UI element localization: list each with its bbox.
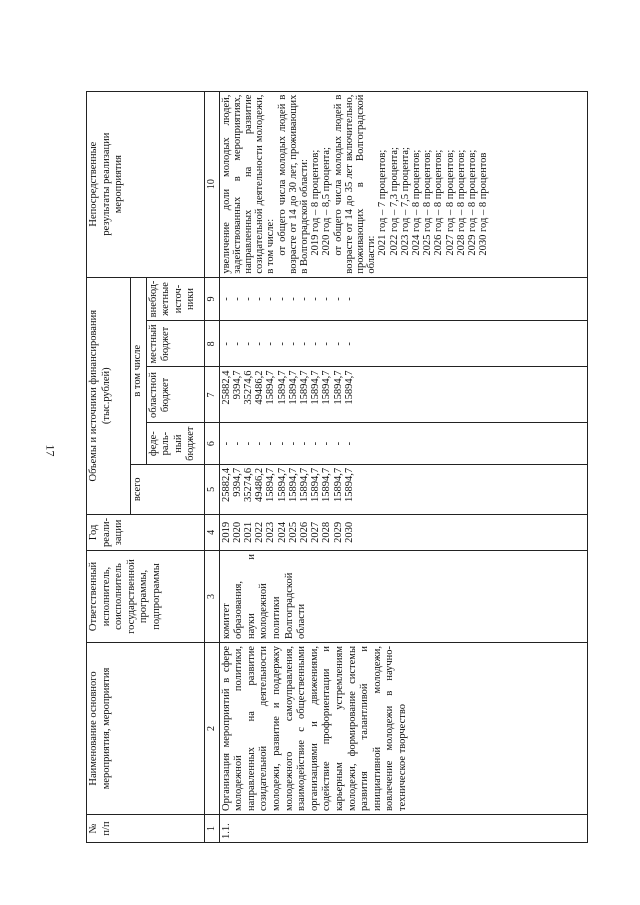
- local-cell: -: [287, 342, 299, 346]
- page-number: 17: [43, 444, 58, 457]
- regional-cell: 15894,7: [332, 370, 344, 405]
- total-cell: 15894,7: [287, 467, 299, 502]
- results-item: 2029 год – 8 процентов;: [467, 149, 479, 256]
- local-cell: -: [231, 342, 243, 346]
- total-cell: 15894,7: [310, 467, 322, 502]
- federal-cell: -: [332, 441, 344, 446]
- local-cell: -: [310, 342, 322, 346]
- extra-cell: -: [254, 297, 266, 301]
- local-cell: -: [254, 342, 266, 346]
- results-part2: от общего числа молодых людей в возрасте от 14 до 35 лет включительно, проживающих в Волгоградской области:: [332, 94, 378, 274]
- results-item: 2028 год – 8 процентов;: [455, 149, 467, 256]
- federal-cell: -: [343, 441, 355, 446]
- total-cell: 9394,7: [231, 467, 243, 497]
- extra-cell: -: [321, 297, 333, 301]
- event-name: Организация мероприятий в сфере молодежной политики, направленных на развитие созидательной деятельности молодежи, развитие и поддержку молодежного самоуправления, взаимодействие с общественными организациями и движениями, содействие профориентации и карьерным устремлениям молодежи, формирование системы развития талантливой и инициативной молодежи, вовлечение молодежи в научно-техническое творчество: [219, 643, 587, 815]
- results-item: 2023 год – 7,5 процента;: [399, 147, 411, 256]
- executor-name: комитет образования, науки и молодежной политики Волгоградской области: [219, 551, 587, 643]
- year-cell: 2026: [299, 521, 311, 543]
- federal-cell: -: [254, 441, 266, 446]
- regional-cell: 35274,6: [243, 370, 254, 405]
- header-executor: Ответственный исполнитель, соисполнитель государственной программы, подпрограммы: [87, 551, 205, 643]
- header-including: в том числе: [131, 277, 147, 464]
- extra-cell: -: [332, 297, 344, 301]
- row-number: 1.1.: [219, 815, 587, 843]
- federal-cell: -: [276, 441, 288, 446]
- column-number: 6: [204, 423, 219, 464]
- results-item: 2019 год – 8 процентов;: [310, 149, 322, 256]
- federal-cell: -: [321, 441, 333, 446]
- column-number: 3: [204, 551, 219, 643]
- column-number: 9: [204, 277, 219, 321]
- column-number: 7: [204, 367, 219, 423]
- year-cell: 2022: [254, 521, 266, 543]
- column-number: 1: [204, 815, 219, 843]
- years-list: [219, 514, 587, 550]
- year-cell: 2027: [310, 521, 322, 543]
- header-volumes: Объемы и источники финансирования (тыс.рублей): [87, 277, 131, 514]
- extra-cell: -: [276, 297, 288, 301]
- total-list: [219, 464, 587, 514]
- results-cell: [219, 91, 587, 277]
- local-cell: -: [220, 342, 232, 346]
- extra-cell: -: [265, 297, 277, 301]
- local-cell: -: [332, 342, 344, 346]
- extra-cell: -: [299, 297, 311, 301]
- local-cell: -: [343, 342, 355, 346]
- total-cell: 25882,4: [220, 467, 232, 502]
- extra-cell: -: [220, 297, 232, 301]
- header-local: местный бюджет: [146, 321, 204, 367]
- results-item: 2022 год – 7,3 процента;: [388, 147, 400, 256]
- year-cell: 2028: [321, 521, 333, 543]
- year-cell: 2019: [220, 521, 232, 543]
- local-cell: -: [265, 342, 277, 346]
- year-cell: 2023: [265, 521, 277, 543]
- regional-cell: 25882,4: [220, 370, 232, 405]
- header-extra: внебюд- жетные источ- ники: [146, 277, 204, 321]
- results-part1: от общего числа молодых людей в возрасте от 14 до 30 лет, проживающих в Волгоградской области:: [276, 94, 311, 274]
- total-cell: 49486,2: [254, 467, 266, 502]
- local-cell: -: [243, 342, 254, 346]
- regional-cell: 15894,7: [299, 370, 311, 405]
- results-intro: увеличение доли молодых людей, задействованных в мероприятиях, направленных на развитие созидательной деятельности молодежи, в том числе:: [220, 94, 277, 274]
- extra-cell: -: [231, 297, 243, 301]
- extra-cell: -: [287, 297, 299, 301]
- regional-cell: 15894,7: [276, 370, 288, 405]
- year-cell: 2029: [332, 521, 344, 543]
- extra-cell: -: [343, 297, 355, 301]
- results-item: 2020 год – 8,5 процента;: [321, 147, 333, 256]
- federal-cell: -: [243, 441, 254, 446]
- year-cell: 2025: [287, 521, 299, 543]
- local-cell: -: [299, 342, 311, 346]
- extra-cell: -: [243, 297, 254, 301]
- federal-list: [219, 423, 587, 464]
- regional-list: [219, 367, 587, 423]
- total-cell: 15894,7: [276, 467, 288, 502]
- header-federal: феде- раль- ный бюджет: [146, 423, 204, 464]
- federal-cell: -: [265, 441, 277, 446]
- federal-cell: -: [231, 441, 243, 446]
- header-year: Год реали- зации: [87, 514, 205, 550]
- column-number: 2: [204, 643, 219, 815]
- header-total: всего: [131, 464, 205, 514]
- column-number: 10: [204, 91, 219, 277]
- local-list: [219, 321, 587, 367]
- regional-cell: 15894,7: [321, 370, 333, 405]
- results-item: 2030 год – 8 процентов: [478, 152, 490, 256]
- results-item: 2021 год – 7 процентов;: [377, 149, 389, 256]
- total-cell: 15894,7: [321, 467, 333, 502]
- local-cell: -: [321, 342, 333, 346]
- results-item: 2025 год – 8 процентов;: [422, 149, 434, 256]
- results-item: 2026 год – 8 процентов;: [433, 149, 445, 256]
- regional-cell: 9394,7: [231, 370, 243, 400]
- federal-cell: -: [299, 441, 311, 446]
- program-table: [86, 91, 588, 843]
- results-item: 2027 год – 8 процентов;: [444, 149, 456, 256]
- federal-cell: -: [310, 441, 322, 446]
- year-cell: 2020: [231, 521, 243, 543]
- year-cell: 2021: [243, 521, 254, 543]
- regional-cell: 49486,2: [254, 370, 266, 405]
- regional-cell: 15894,7: [287, 370, 299, 405]
- total-cell: 15894,7: [332, 467, 344, 502]
- total-cell: 15894,7: [265, 467, 277, 502]
- results-item: 2024 год – 8 процентов;: [411, 149, 423, 256]
- total-cell: 35274,6: [243, 467, 254, 502]
- year-cell: 2024: [276, 521, 288, 543]
- table-row: [219, 91, 587, 842]
- column-number: 5: [204, 464, 219, 514]
- column-number: 4: [204, 514, 219, 550]
- header-number: № п/п: [87, 815, 205, 843]
- header-name: Наименование основного мероприятия, мероприятия: [87, 643, 205, 815]
- extra-cell: -: [310, 297, 322, 301]
- header-regional: областной бюджет: [146, 367, 204, 423]
- column-number: 8: [204, 321, 219, 367]
- federal-cell: -: [220, 441, 232, 446]
- header-results: Непосредственные результаты реализации мероприятия: [87, 91, 205, 277]
- year-cell: 2030: [343, 521, 355, 543]
- regional-cell: 15894,7: [265, 370, 277, 405]
- local-cell: -: [276, 342, 288, 346]
- regional-cell: 15894,7: [343, 370, 355, 405]
- regional-cell: 15894,7: [310, 370, 322, 405]
- federal-cell: -: [287, 441, 299, 446]
- extra-list: [219, 277, 587, 321]
- total-cell: 15894,7: [343, 467, 355, 502]
- total-cell: 15894,7: [299, 467, 311, 502]
